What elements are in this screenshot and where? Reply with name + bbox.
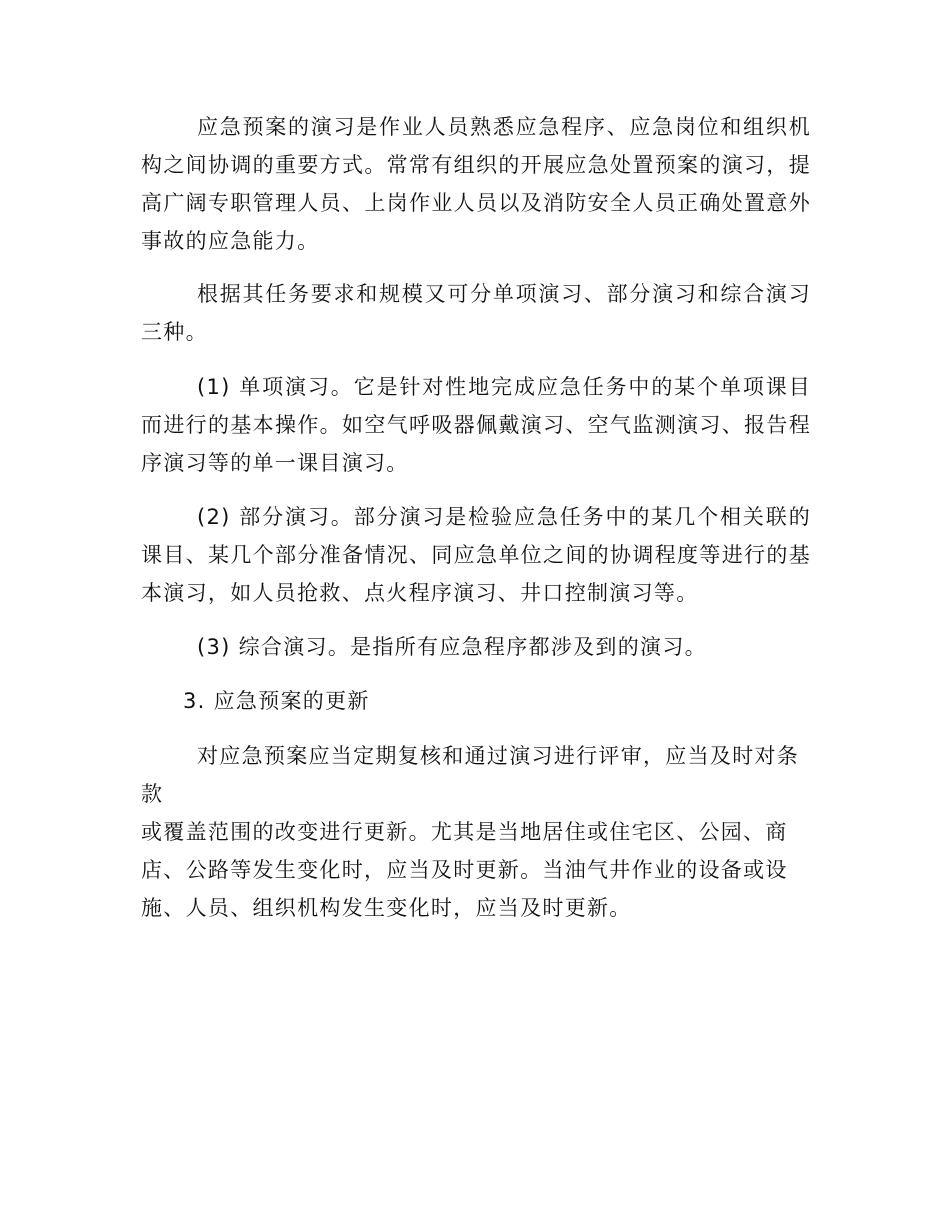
document-body [141, 108, 811, 927]
paragraph-line: 或覆盖范围的改变进行更新。尤其是当地居住或住宅区、公园、商 [141, 820, 788, 844]
paragraph-line: 对应急预案应当定期复核和通过演习进行评审，应当及时对条款 [141, 744, 800, 806]
paragraph-comprehensive-drill: (3) 综合演习。是指所有应急程序都涉及到的演习。 [197, 635, 707, 659]
paragraph-drill-types: 根据其任务要求和规模又可分单项演习、部分演习和综合演习三种。 [141, 282, 811, 344]
paragraph-partial-drill: (2) 部分演习。部分演习是检验应急任务中的某几个相关联的课目、某几个部分准备情况、同应急单位之间的协调程度等进行的基本演习，如人员抢救、点火程序演习、井口控制演习等。 [141, 505, 811, 605]
paragraph-line: 施、人员、组织机构发生变化时，应当及时更新。 [141, 896, 632, 920]
paragraph-line: 店、公路等发生变化时，应当及时更新。当油气井作业的设备或设 [141, 858, 788, 882]
paragraph-plan-update [141, 737, 811, 927]
section-heading-plan-update: 3. 应急预案的更新 [183, 689, 370, 713]
paragraph-single-drill: (1) 单项演习。它是针对性地完成应急任务中的某个单项课目而进行的基本操作。如空气呼吸器佩戴演习、空气监测演习、报告程序演习等的单一课目演习。 [141, 375, 811, 475]
paragraph-drill-importance: 应急预案的演习是作业人员熟悉应急程序、应急岗位和组织机构之间协调的重要方式。常常有组织的开展应急处置预案的演习，提高广阔专职管理人员、上岗作业人员以及消防安全人员正确处置意外事故的应急能力。 [141, 115, 811, 253]
